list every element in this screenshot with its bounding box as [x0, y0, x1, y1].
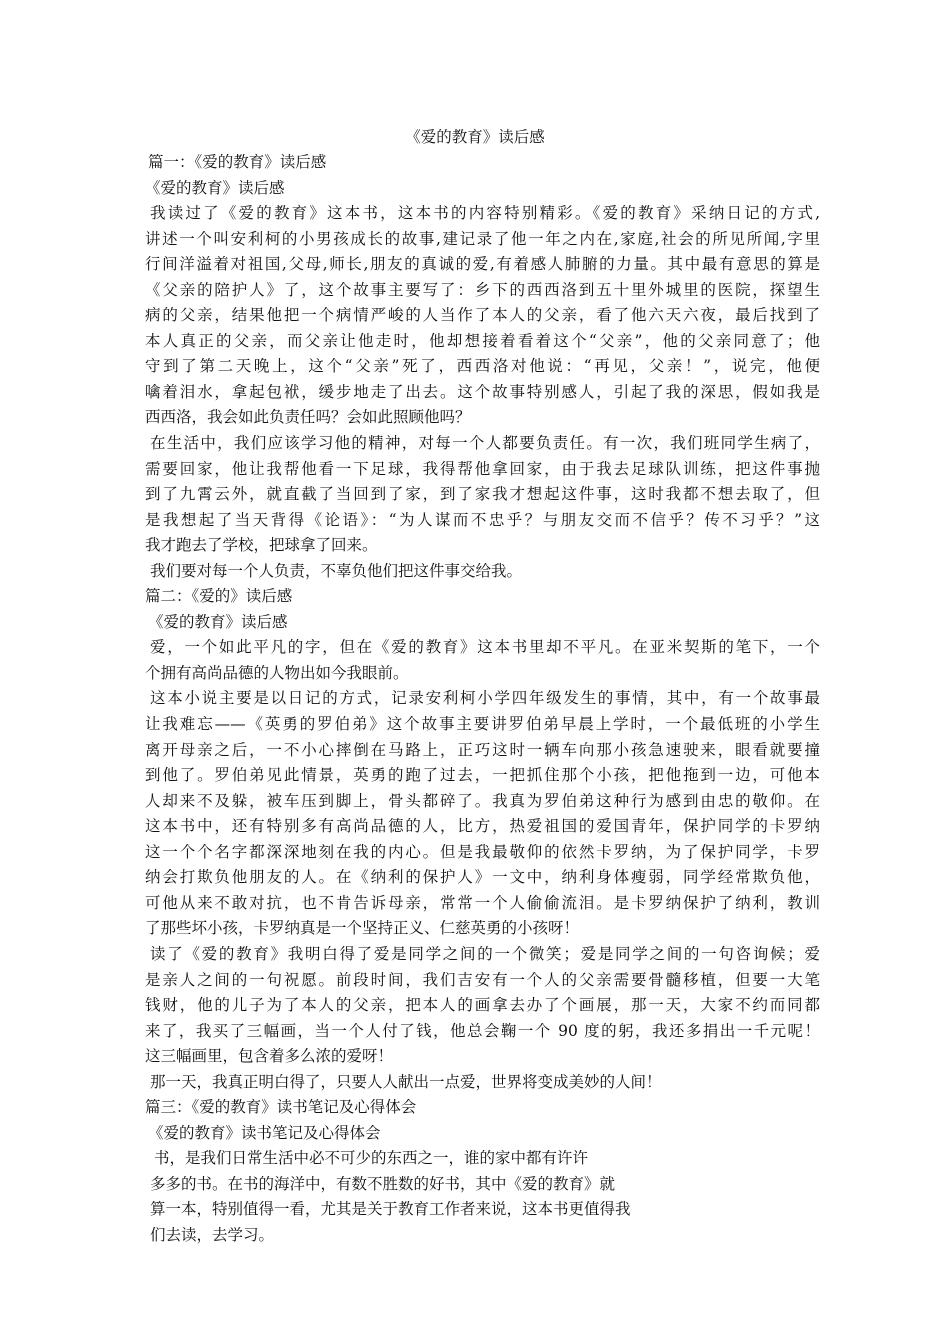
- text-line: 篇二：《爱的》读后感: [145, 587, 293, 606]
- text-line: 个拥有高尚品德的人物出如今我眼前。: [145, 663, 409, 682]
- text-line: 是我想起了当天背得《论语》：“为人谋而不忠乎？与朋友交而不信乎？传不习乎？”这: [145, 510, 820, 529]
- text-line: 讲述一个叫安利柯的小男孩成长的故事,建记录了他一年之内在,家庭,社会的所见所闻,字里: [145, 229, 820, 248]
- text-line: 这本书中，还有特别多有高尚品德的人，比方，热爱祖国的爱国青年，保护同学的卡罗纳: [145, 817, 820, 836]
- text-line: 爱，一个如此平凡的字，但在《爱的教育》这本书里却不平凡。在亚米契斯的笔下，一个: [150, 638, 820, 657]
- text-line: 篇三：《爱的教育》读书笔记及心得体会: [145, 1098, 417, 1117]
- text-line: 算一本，特别值得一看，尤其是关于教育工作者来说，这本书更值得我: [150, 1200, 631, 1219]
- text-line: 是亲人之间的一句祝愿。前段时间，我们吉安有一个人的父亲需要骨髓移植，但要一大笔: [145, 970, 820, 989]
- text-line: 西西洛，我会如此负责任吗？会如此照顾他吗？: [145, 408, 471, 427]
- document-body: [145, 150, 820, 1249]
- text-line: 这本小说主要是以日记的方式，记录安利柯小学四年级发生的事情，其中，有一个故事最: [150, 689, 820, 708]
- text-line: 《爱的教育》读后感: [148, 612, 288, 631]
- text-line: 我们要对每一个人负责，不辜负他们把这件事交给我。: [150, 561, 523, 580]
- text-line: 《父亲的陪护人》了，这个故事主要写了：乡下的西西洛到五十里外城里的医院，探望生: [145, 280, 820, 299]
- text-line: 了那些坏小孩，卡罗纳真是一个坚持正义、仁慈英勇的小孩呀！: [145, 919, 580, 938]
- text-line: 病的父亲，结果他把一个病情严峻的人当作了本人的父亲，看了他六天六夜，最后找到了: [145, 306, 820, 325]
- text-line: 守到了第二天晚上，这个“父亲”死了，西西洛对他说：“再见，父亲！”，说完，他便: [145, 357, 820, 376]
- text-line: 行间洋溢着对祖国,父母,师长,朋友的真诚的爱,有着感人肺腑的力量。其中最有意思的算是: [145, 255, 820, 274]
- document-title: 《爱的教育》读后感: [405, 128, 545, 146]
- text-line: 我才跑去了学校，把球拿了回来。: [145, 536, 378, 555]
- text-line: 钱财，他的儿子为了本人的父亲，把本人的画拿去办了个画展，那一天，大家不约而同都: [145, 996, 820, 1015]
- text-line: 需要回家，他让我帮他看一下足球，我得帮他拿回家，由于我去足球队训练，把这件事抛: [145, 459, 820, 478]
- text-line: 本人真正的父亲，而父亲让他走时，他却想接着看着这个“父亲”，他的父亲同意了；他: [145, 331, 820, 350]
- text-line: 书，是我们日常生活中必不可少的东西之一，谁的家中都有许许: [154, 1149, 589, 1168]
- text-line: 离开母亲之后，一不小心摔倒在马路上，正巧这时一辆车向那小孩急速驶来，眼看就要撞: [145, 740, 820, 759]
- text-line: 这一个个名字都深深地刻在我的内心。但是我最敬仰的依然卡罗纳，为了保护同学，卡罗: [145, 842, 820, 861]
- text-line: 《爱的教育》读后感: [145, 178, 285, 197]
- text-line: 噙着泪水，拿起包袱，缓步地走了出去。这个故事特别感人，引起了我的深思，假如我是: [145, 382, 820, 401]
- text-line: 来了，我买了三幅画，当一个人付了钱，他总会鞠一个 90 度的躬，我还多捐出一千元呢！: [145, 1021, 820, 1040]
- text-line: 读了《爱的教育》我明白得了爱是同学之间的一个微笑；爱是同学之间的一句咨询候；爱: [150, 944, 820, 963]
- text-line: 让我难忘——《英勇的罗伯弟》这个故事主要讲罗伯弟早晨上学时，一个最低班的小学生: [145, 715, 820, 734]
- text-line: 我读过了《爱的教育》这本书，这本书的内容特别精彩。《爱的教育》采纳日记的方式,: [150, 204, 820, 223]
- text-line: 这三幅画里，包含着多么浓的爱呀！: [145, 1047, 394, 1066]
- text-line: 那一天，我真正明白得了，只要人人献出一点爱，世界将变成美妙的人间！: [150, 1072, 662, 1091]
- text-line: 《爱的教育》读书笔记及心得体会: [148, 1123, 381, 1142]
- text-line: 多多的书。在书的海洋中，有数不胜数的好书，其中《爱的教育》就: [150, 1174, 616, 1193]
- text-line: 到他了。罗伯弟见此情景，英勇的跑了过去，一把抓住那个小孩，把他拖到一边，可他本: [145, 766, 820, 785]
- text-line: 人却来不及躲，被车压到脚上，骨头都碎了。我真为罗伯弟这种行为感到由忠的敬仰。在: [145, 791, 820, 810]
- text-line: 到了九霄云外，就直截了当回到了家，到了家我才想起这件事，这时我都不想去取了，但: [145, 485, 820, 504]
- text-line: 纳会打欺负他朋友的人。在《纳利的保护人》一文中，纳利身体瘦弱，同学经常欺负他，: [145, 868, 820, 887]
- text-line: 们去读，去学习。: [150, 1225, 275, 1244]
- text-line: 篇一：《爱的教育》读后感: [148, 153, 327, 171]
- text-line: 在生活中，我们应该学习他的精神，对每一个人都要负责任。有一次，我们班同学生病了，: [150, 434, 820, 453]
- text-line: 可他从来不敢对抗，也不肯告诉母亲，常常一个人偷偷流泪。是卡罗纳保护了纳利，教训: [145, 893, 820, 912]
